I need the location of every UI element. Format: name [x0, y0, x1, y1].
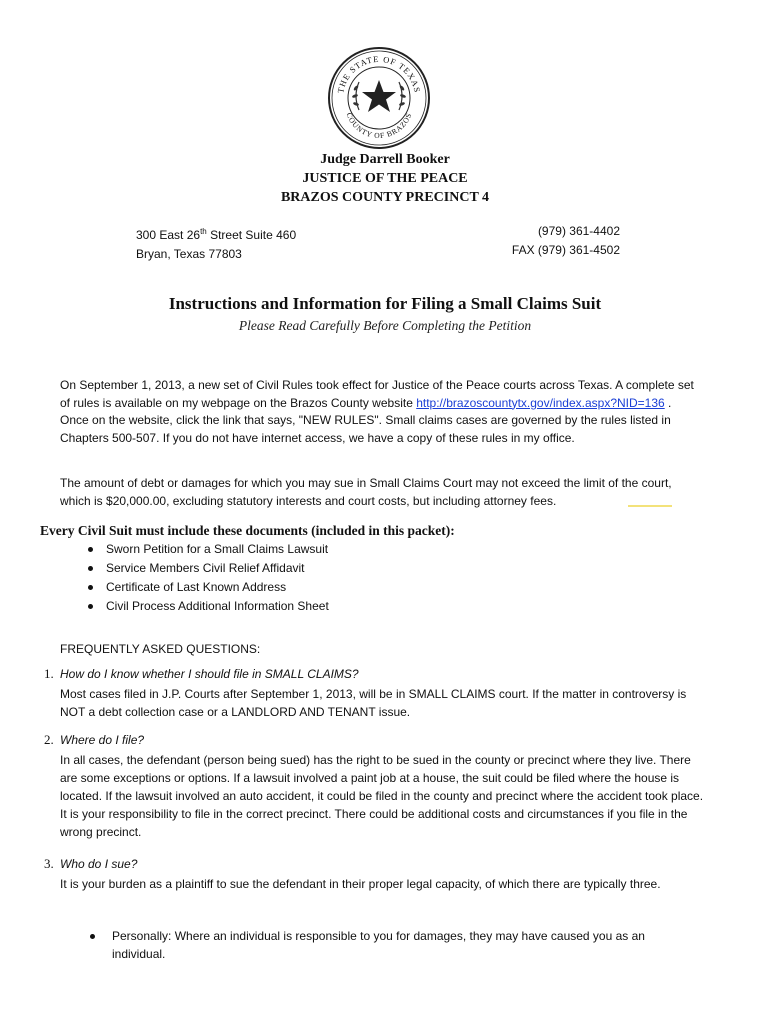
- faq-heading: FREQUENTLY ASKED QUESTIONS:: [60, 642, 261, 656]
- svg-text:COUNTY OF BRAZOS: COUNTY OF BRAZOS: [344, 111, 414, 141]
- address-block: [136, 222, 296, 264]
- city-address: Bryan, Texas 77803: [136, 247, 242, 261]
- faq-answer-2: In all cases, the defendant (person being sued) has the right to be sued in the county or precinct where they live. There are some exceptions or options. If a lawsuit involved a paint job at a house, the suit could be filed where the house is located. If the lawsuit involved an auto accident, it could be filed in the county and precinct where the accident took place. It is your responsibility to file in the correct precinct. There could be additional costs and circumstances if you file in the wrong precinct.: [60, 753, 704, 839]
- judge-name: Judge Darrell Booker: [320, 152, 450, 167]
- bullet-icon: [88, 585, 93, 590]
- phone-number: (979) 361-4402: [537, 224, 620, 238]
- documents-list: [84, 540, 329, 616]
- rules-link[interactable]: http://brazoscountytx.gov/index.aspx?NID=136: [416, 395, 665, 410]
- bullet-icon: [90, 934, 95, 939]
- fax-number: FAX (979) 361-4502: [511, 243, 620, 257]
- faq-question-1: 1. How do I know whether I should file in SMALL CLAIMS?: [44, 666, 359, 681]
- contact-block: [440, 222, 620, 260]
- bullet-icon: [88, 566, 93, 571]
- svg-text:THE STATE OF TEXAS: THE STATE OF TEXAS: [335, 53, 423, 94]
- faq-bullet-personally: Personally: Where an individual is responsible to you for damages, they may have caused you as an individual.: [90, 927, 690, 963]
- street-address: 300 East 26th Street Suite 460: [136, 227, 297, 242]
- intro-paragraph-limit: The amount of debt or damages for which you may sue in Small Claims Court may not exceed the limit of the court, which is $20,000.00, excluding statutory interests and court costs, but including attorney fees.: [60, 476, 672, 508]
- page-title: Instructions and Information for Filing a Small Claims Suit: [168, 294, 602, 313]
- faq-answer-1: Most cases filed in J.P. Courts after September 1, 2013, will be in SMALL CLAIMS court. If the matter in controversy is NOT a debt collection case or a LANDLORD AND TENANT issue.: [60, 687, 687, 719]
- bullet-icon: [88, 547, 93, 552]
- highlight-mark: [628, 505, 672, 507]
- office-title: JUSTICE OF THE PEACE: [302, 171, 468, 186]
- list-item: Sworn Petition for a Small Claims Lawsuit: [84, 540, 329, 559]
- list-item: Civil Process Additional Information Sheet: [84, 597, 329, 616]
- state-of-texas-seal: [327, 46, 431, 150]
- faq-question-2: 2. Where do I file?: [44, 732, 145, 747]
- faq-question-3: 3. Who do I sue?: [44, 856, 138, 871]
- list-item: Certificate of Last Known Address: [84, 578, 329, 597]
- bullet-icon: [88, 604, 93, 609]
- documents-heading: Every Civil Suit must include these documents (included in this packet):: [40, 523, 455, 538]
- precinct-title: BRAZOS COUNTY PRECINCT 4: [280, 190, 490, 205]
- faq-answer-3: It is your burden as a plaintiff to sue the defendant in their proper legal capacity, of which there are typically three.: [60, 877, 661, 891]
- page-subtitle: Please Read Carefully Before Completing the Petition: [238, 318, 532, 333]
- intro-paragraph-rules: On September 1, 2013, a new set of Civil Rules took effect for Justice of the Peace courts across Texas. A complete set of rules is available on my webpage on the Brazos County website http://brazoscountytx.gov/index.aspx?NID=136 . Once on the website, click the link that says, "NEW RULES". Small claims cases are governed by the rules listed in Chapters 500-507. If you do not have internet access, we have a copy of these rules in my office.: [60, 378, 694, 445]
- list-item: Service Members Civil Relief Affidavit: [84, 559, 329, 578]
